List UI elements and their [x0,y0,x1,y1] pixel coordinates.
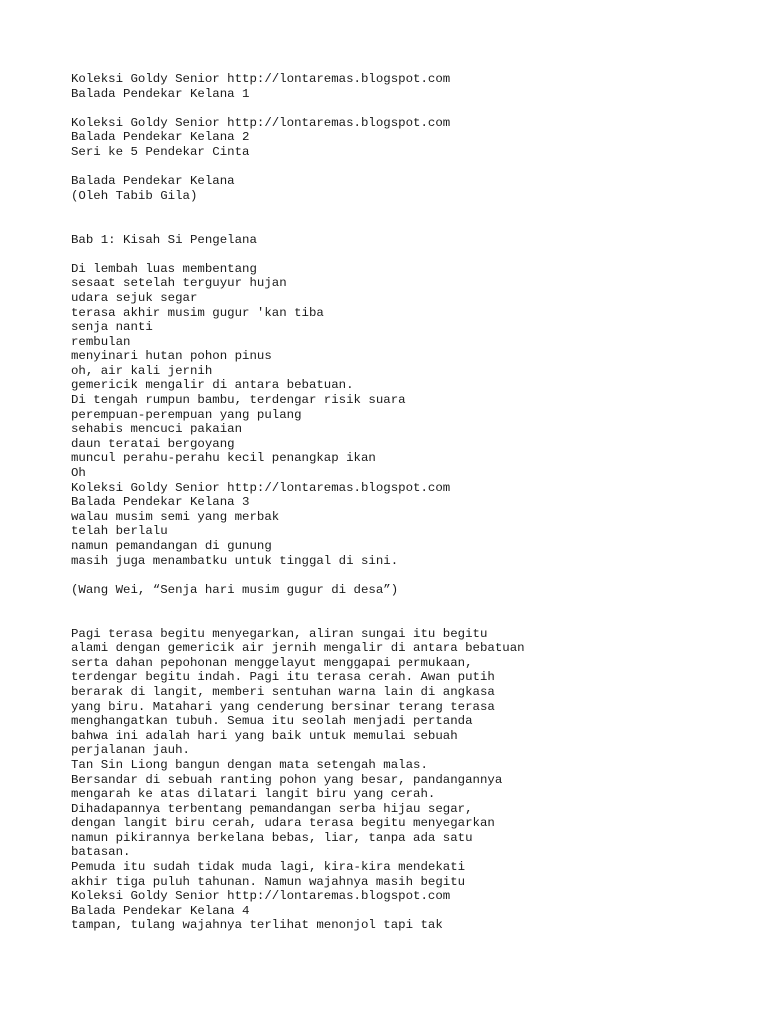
text-line: telah berlalu [71,524,168,539]
text-line: namun pemandangan di gunung [71,539,272,553]
text-line: berarak di langit, memberi sentuhan warna lain di angkasa [71,684,495,699]
text-line: Balada Pendekar Kelana 2 [71,130,250,145]
text-line: Dihadapannya terbentang pemandangan serba hijau segar, [71,801,473,816]
text-line: Bab 1: Kisah Si Pengelana [71,232,257,247]
text-line: Bersandar di sebuah ranting pohon yang besar, pandangannya [71,772,503,787]
text-line: Koleksi Goldy Senior http://lontaremas.blogspot.com [71,480,451,495]
text-line: senja nanti [71,320,153,335]
text-line: Oh [71,466,86,481]
text-line: gemericik mengalir di antara bebatuan. [71,378,354,393]
text-line: muncul perahu-perahu kecil penangkap ikan [71,451,376,466]
text-line: terasa akhir musim gugur 'kan tiba [71,305,324,320]
text-line: namun pikirannya berkelana bebas, liar, tanpa ada satu [71,830,473,845]
blank-line [71,247,751,262]
blank-line [71,101,751,116]
text-line: Pagi terasa begitu menyegarkan, aliran sungai itu begitu [71,626,488,641]
text-line: sesaat setelah terguyur hujan [71,276,287,291]
text-line: Balada Pendekar Kelana 4 [71,903,250,918]
blank-line [71,160,751,175]
blank-line [71,612,751,627]
document-page [71,72,751,933]
text-line: oh, air kali jernih [71,363,213,378]
text-line: Koleksi Goldy Senior http://lontaremas.blogspot.com [71,889,451,904]
text-line: udara sejuk segar [71,290,198,305]
text-line: (Wang Wei, “Senja hari musim gugur di desa”) [71,582,399,597]
blank-line [71,568,751,583]
text-line: sehabis mencuci pakaian [71,422,243,437]
text-line: Seri ke 5 Pendekar Cinta [71,144,250,159]
text-line: menghangatkan tubuh. Semua itu seolah menjadi pertanda [71,714,473,729]
text-line: batasan. [71,845,131,860]
text-line: tampan, tulang wajahnya terlihat menonjol tapi tak [71,918,443,933]
text-line: akhir tiga puluh tahunan. Namun wajahnya masih begitu [71,874,466,889]
text-line: Di lembah luas membentang [71,261,257,276]
text-line: perempuan-perempuan yang pulang [71,407,302,422]
text-line: (Oleh Tabib Gila) [71,188,198,203]
text-line: Koleksi Goldy Senior http://lontaremas.blogspot.com [71,72,451,86]
text-line: walau musim semi yang merbak [71,509,280,524]
text-line: Pemuda itu sudah tidak muda lagi, kira-kira mendekati [71,860,466,875]
blank-line [71,597,751,612]
text-line: bahwa ini adalah hari yang baik untuk memulai sebuah [71,728,458,743]
text-line: alami dengan gemericik air jernih mengalir di antara bebatuan [71,641,525,656]
text-line: menyinari hutan pohon pinus [71,349,272,364]
text-line: rembulan [71,334,131,349]
text-line: masih juga menambatku untuk tinggal di sini. [71,553,399,568]
text-line: mengarah ke atas dilatari langit biru yang cerah. [71,787,436,802]
text-line: terdengar begitu indah. Pagi itu terasa cerah. Awan putih [71,670,495,685]
text-line: dengan langit biru cerah, udara terasa begitu menyegarkan [71,816,495,831]
text-line: Balada Pendekar Kelana 1 [71,86,250,101]
text-line: yang biru. Matahari yang cenderung bersinar terang terasa [71,699,495,714]
text-line: Di tengah rumpun bambu, terdengar risik suara [71,393,406,408]
text-line: Balada Pendekar Kelana 3 [71,495,250,510]
text-line: perjalanan jauh. [71,743,190,758]
text-line: Tan Sin Liong bangun dengan mata setengah malas. [71,757,428,772]
text-line: serta dahan pepohonan menggelayut menggapai permukaan, [71,655,473,670]
text-line: Koleksi Goldy Senior http://lontaremas.blogspot.com [71,115,451,130]
blank-line [71,203,751,218]
text-line: daun teratai bergoyang [71,436,235,451]
text-line: Balada Pendekar Kelana [71,174,235,189]
blank-line [71,218,751,233]
